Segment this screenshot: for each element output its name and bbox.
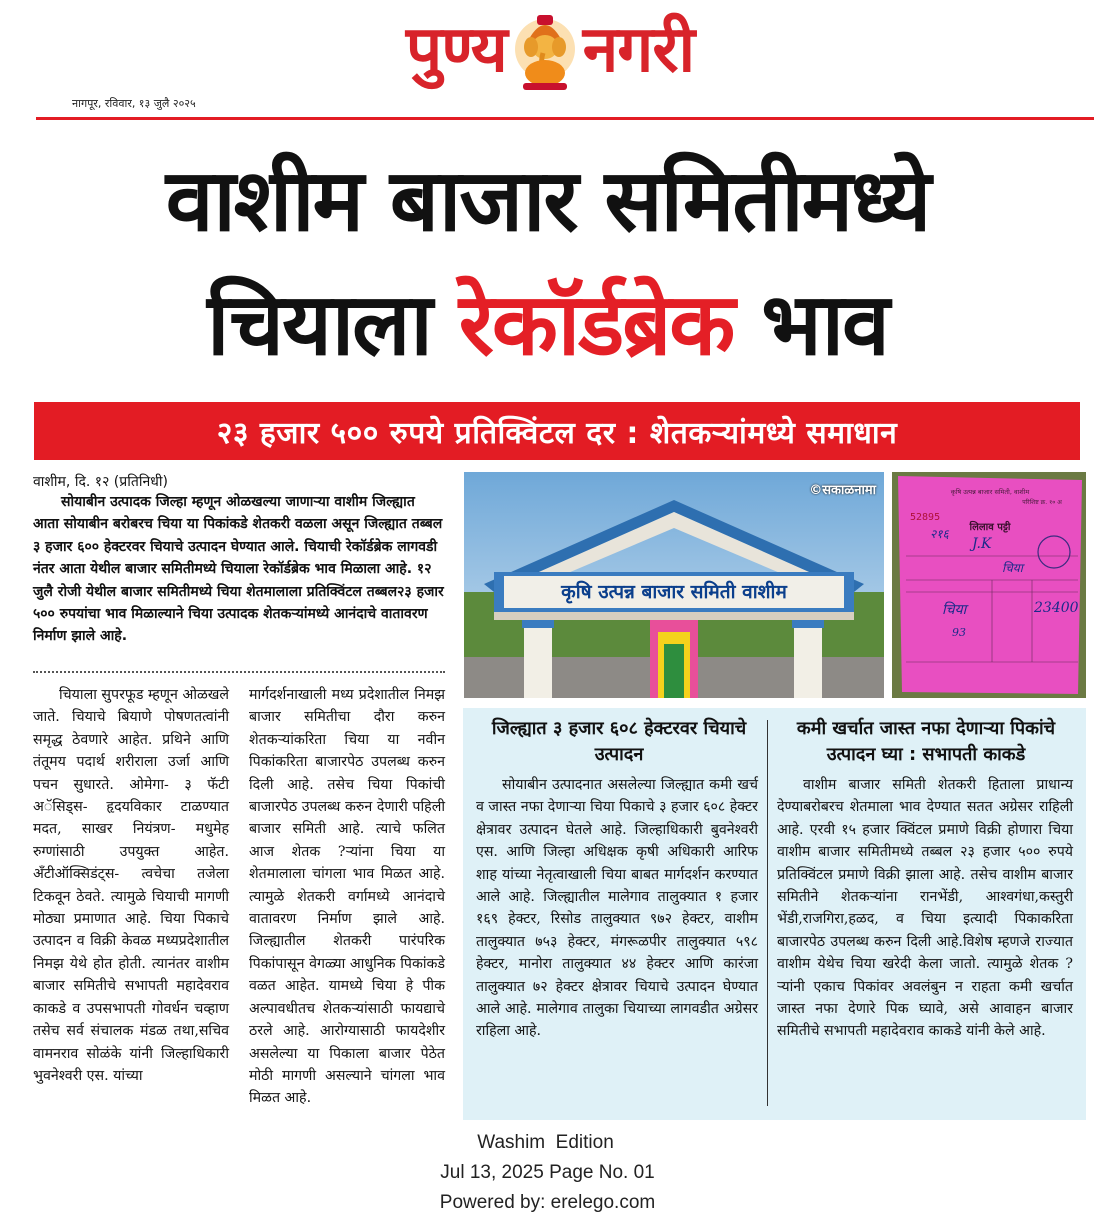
masthead [340,2,760,98]
dotted-separator [33,671,445,673]
receipt-title: लिलाव पट्टी [969,522,1011,533]
box1-body [476,774,758,1043]
footer-powered-by[interactable]: Powered by: erelego.com [439,1192,656,1213]
headline-line-1: वाशीम बाजार समितीमध्ये [165,151,930,251]
market-gate-illustration [464,472,884,698]
body-column-2-text: मार्गदर्शनाखाली मध्य प्रदेशातील निमझ बाजार समितीचा दौरा करुन शेतकऱ्यांकरिता चिया या नवीन पिकांकरिता बाजारपेठ उपलब्ध करुन दिली आहे. तसेच चिया पिकांची बाजारपेठ उपलब्ध करुन देणारी पहिली बाजार समिती आहे. त्याचे फलित आज शेतक ?ऱ्यांना चिया या शेतमालाला चांगला भाव मिळत आहे. त्यामुळे शेतकरी वर्गामध्ये आनंदाचे वातावरण निर्माण झाले आहे. जिल्ह्यातील शेतकरी पारंपरिक पिकांपासून वेगळ्या आधुनिक पिकांकडे वळत आहेत. यामध्ये चिया हे पीक अल्पावधीतच शेतकऱ्यांसाठी फायद्याचे ठरले आहे. आरोग्यासाठी फायदेशीर असलेल्या या पिकाला बाजार पेठेत मोठी मागणी असल्याने चांगला भाव मिळत आहे. [249,687,445,1107]
box1-text: सोयाबीन उत्पादनात असलेल्या जिल्ह्यात कमी खर्च व जास्त नफा देणाऱ्या चिया पिकाचे ३ हजार ६०८ हेक्टर क्षेत्रावर उत्पादन घेतले आहे. जिल्हाधिकारी बुवनेश्वरी एस. आणि जिल्हा अधिक्षक कृषी अधिकारी आरिफ शाह यांच्या नेतृत्वाखाली चिया बाबत मार्गदर्शन करण्यात आले आहे. जिल्ह्यातील मालेगाव तालुक्यात १ हजार १६९ हेक्टर, रिसोड तालुक्यात ९७२ हेक्टर, वाशीम तालुक्यात ७५३ हेक्टर, मंगरूळपीर तालुक्यात ५९८ हेक्टर, मानोरा तालुक्यात ४४ हेक्टर आणि कारंजा तालुक्यात ७२ हेक्टर क्षेत्रावर चियाचे उत्पादन घेण्यात आले आहे. मालेगाव तालुका चियाच्या लागवडीत अग्रेसर राहिला आहे. [476,777,758,1040]
box2-text: वाशीम बाजार समिती शेतकरी हिताला प्राधान्य देण्याबरोबरच शेतमाला भाव देण्यात सतत अग्रेसर राहिली आहे. एरवी १५ हजार क्विंटल प्रमाणे विक्री होणारा चिया वाशीम बाजार समितीमध्ये तब्बल २३ हजार ५०० रुपये प्रतिक्विंटल प्रमाणे विक्री झाला आहे. तसेच वाशीम बाजार समितीने शेतकऱ्यांना रानभेंडी, आश्वगंधा,कस्तुरी भेंडी,राजगिरा,हळद, व चिया इत्यादी पिकाकरिता बाजारपेठ उपलब्ध करुन दिली आहे.विशेष म्हणजे राज्यात वाशीम येथेच चिया खरेदी केला जातो. त्यामुळे शेतक ?ऱ्यांनी एकाच पिकांवर अवलंबुन न राहता कमी खर्चात जास्त नफा देणारे पिक घ्यावे, असे आवाहन बाजार समितीचे सभापती महादेवराव काकडे यांनी केले आहे. [777,777,1073,1040]
intro-block [33,472,445,648]
box2-body [777,774,1073,1043]
gate-sign-text: कृषि उत्पन्न बाजार समिती वाशीम [561,581,787,603]
body-column-1-text: चियाला सुपरफूड म्हणून ओळखले जाते. चियाचे बियाणे पोषणतत्वांनी समृद्ध ठेवणारे आहेत. प्रथिने आणि तंतूमय पदार्थ शरीराला उर्जा आणि पचन सुधारते. ओमेगा- ३ फॅटी अॅसिड्स- हृदयविकार टाळण्यात मदत, साखर नियंत्रण- मधुमेह रुग्णांसाठी उपयुक्त आहेत. अँटीऑक्सिडंट्स- त्वचेचा तजेला टिकवून ठेवते. त्यामुळे चियाची मागणी मोठ्या प्रमाणात आहे. चिया पिकाचे उत्पादन व विक्री केवळ मध्यप्रदेशातील निमझ येथे होत होती. त्यानंतर वाशीम बाजार समितीचे सभापती महादेवराव काकडे व उपसभापती गोवर्धन चव्हाण तसेच सर्व संचालक मंडळ तथा,सचिव वामनराव सोळंके यांनी जिल्हाधिकारी भुवनेश्वरी एस. यांच्या [33,687,229,1084]
dateline: नागपूर, रविवार, १३ जुलै २०२५ [72,97,196,110]
intro-dateline: वाशीम, दि. १२ (प्रतिनिधी) [33,474,168,490]
market-gate-photo [464,472,884,698]
masthead-right-word: नगरी [582,13,695,87]
ganesha-logo-icon [513,9,577,91]
auction-receipt-illustration [892,472,1086,698]
intro-text: सोयाबीन उत्पादक जिल्हा म्हणून ओळखल्या जाणाऱ्या वाशीम जिल्ह्यात आता सोयाबीन बरोबरच चिया या पिकांकडे शेतकरी वळला असून जिल्ह्यात तब्बल ३ हजार ६०० हेक्टरवर चियाचे उत्पादन घेण्यात आले. चियाची रेकॉर्डब्रेक लागवडी नंतर आता येथील बाजार समितीमध्ये चियाला रेकॉर्डब्रेक भाव मिळाला आहे. १२ जुलै रोजी येथील बाजार समितीमध्ये चिया शेतमालाला प्रतिक्विंटल तब्बल२३ हजार ५०० रुपयांचा भाव मिळाल्याने चिया उत्पादक शेतकऱ्यांमध्ये आनंदाचे वातावरण निर्माण झाले आहे. [33,494,444,645]
receipt-no-handwritten: २१६ [930,527,949,541]
receipt-rate-handwritten: 23400 [1034,600,1079,616]
headline-line-2-red: रेकॉर्डब्रेक [458,275,734,375]
box1-heading: जिल्ह्यात ३ हजार ६०८ हेक्टरवर चियाचे उत्पादन [491,718,747,765]
box-divider [767,720,768,1106]
photo-credit: ©सकाळनामा [809,483,876,498]
footer-date-page: Jul 13, 2025 Page No. 01 [440,1162,655,1183]
auction-receipt-photo [892,472,1086,698]
receipt-qty-handwritten: 93 [952,626,966,639]
body-column-2 [249,684,445,1110]
headline-line-2 [0,275,1095,375]
receipt-serial: 52895 [910,512,941,523]
receipt-crop-handwritten: चिया [1002,561,1023,575]
box2-heading: कमी खर्चात जास्त नफा देणाऱ्या पिकांचे उत्पादन घ्या : सभापती काकडे [796,718,1056,765]
receipt-firm-handwritten: J.K [972,536,992,552]
receipt-sub: परिशिष्ट क्र. १० अ [1022,499,1062,506]
receipt-header: कृषि उत्पन्न बाजार समिती, वाशीम [950,488,1030,496]
subheadline-bar: २३ हजार ५०० रुपये प्रतिक्विंटल दर : शेतकऱ्यांमध्ये समाधान [34,402,1080,460]
headline-line-2-black: चियाला [207,275,459,375]
footer-edition: Washim Edition [477,1132,614,1153]
body-column-1 [33,684,229,1087]
headline-line-2-tail: भाव [733,275,888,375]
receipt-crop-handwritten-2: चिया [942,602,967,618]
masthead-left-word: पुण्य [405,13,507,87]
masthead-rule [36,117,1094,120]
